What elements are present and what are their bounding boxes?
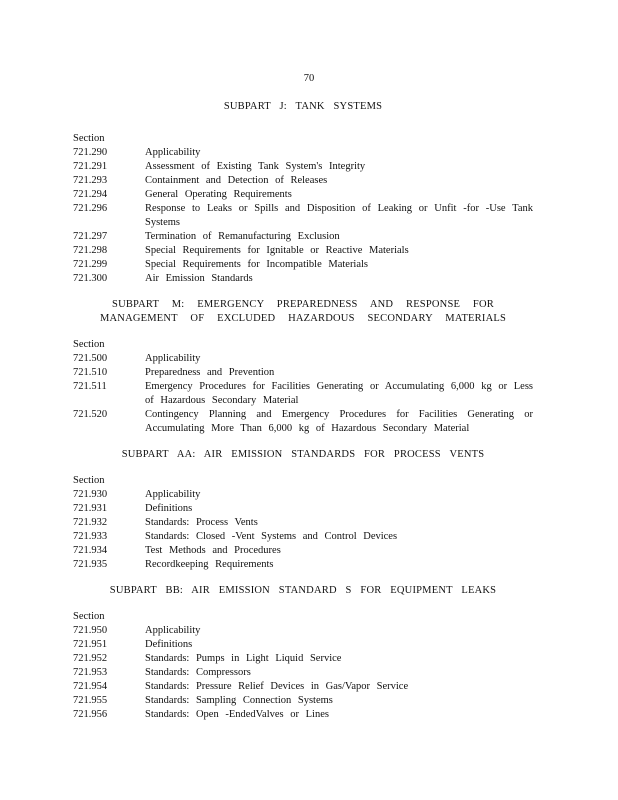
list-item	[73, 244, 533, 258]
section-number: 721.951	[73, 639, 108, 650]
section-number: 721.510	[73, 367, 108, 378]
list-item	[73, 160, 533, 174]
section-number: 721.511	[73, 381, 107, 392]
list-item	[73, 516, 533, 530]
list-item	[73, 652, 533, 666]
section-title: Preparedness and Prevention	[145, 367, 275, 378]
section-title: Standards: Pressure Relief Devices in Gas/Vapor Service	[145, 681, 409, 692]
subpart-bb-title: SUBPART BB: AIR EMISSION STANDARD S FOR EQUIPMENT LEAKS	[109, 585, 497, 596]
section-number: 721.932	[73, 517, 108, 528]
section-title: Response to Leaks or Spills and Disposition of Leaking or Unfit -for -Use Tank Systems	[145, 203, 533, 228]
section-title: Emergency Procedures for Facilities Generating or Accumulating 6,000 kg or Less of Hazardous Secondary Material	[145, 381, 533, 406]
subpart-aa-title: SUBPART AA: AIR EMISSION STANDARDS FOR PROCESS VENTS	[121, 449, 485, 460]
section-title: Test Methods and Procedures	[145, 545, 281, 556]
subpart-m	[73, 298, 533, 436]
list-item	[73, 544, 533, 558]
list-item	[73, 680, 533, 694]
list-item	[73, 488, 533, 502]
section-number: 721.956	[73, 709, 108, 720]
list-item	[73, 666, 533, 680]
section-number: 721.930	[73, 489, 108, 500]
section-number: 721.933	[73, 531, 108, 542]
list-item	[73, 230, 533, 244]
section-number: 721.934	[73, 545, 108, 556]
list-item	[73, 380, 533, 408]
section-number: 721.935	[73, 559, 108, 570]
list-item	[73, 408, 533, 436]
section-number: 721.300	[73, 273, 108, 284]
list-item	[73, 174, 533, 188]
list-item	[73, 202, 533, 230]
section-title: Air Emission Standards	[145, 273, 253, 284]
section-title: Standards: Open -EndedValves or Lines	[145, 709, 329, 720]
section-number: 721.955	[73, 695, 108, 706]
list-item	[73, 530, 533, 544]
section-number: 721.299	[73, 259, 108, 270]
list-item	[73, 694, 533, 708]
section-label: Section	[73, 133, 105, 144]
section-number: 721.931	[73, 503, 108, 514]
list-item	[73, 258, 533, 272]
section-label: Section	[73, 339, 105, 350]
section-label: Section	[73, 611, 105, 622]
section-number: 721.952	[73, 653, 108, 664]
list-item	[73, 558, 533, 572]
section-number: 721.954	[73, 681, 108, 692]
section-title: Standards: Process Vents	[145, 517, 258, 528]
subpart-j-title: SUBPART J: TANK SYSTEMS	[223, 101, 383, 112]
section-title: Special Requirements for Ignitable or Reactive Materials	[145, 245, 409, 256]
subpart-aa	[73, 448, 533, 572]
section-title: General Operating Requirements	[145, 189, 292, 200]
section-title: Containment and Detection of Releases	[145, 175, 328, 186]
section-title: Recordkeeping Requirements	[145, 559, 274, 570]
section-title: Contingency Planning and Emergency Procedures for Facilities Generating or Accumulating More Than 6,000 kg of Hazardous Secondary Material	[145, 409, 533, 434]
section-title: Standards: Pumps in Light Liquid Service	[145, 653, 342, 664]
subpart-j	[73, 100, 533, 286]
section-title: Applicability	[145, 625, 201, 636]
section-title: Applicability	[145, 353, 201, 364]
section-title: Standards: Sampling Connection Systems	[145, 695, 333, 706]
section-title: Applicability	[145, 489, 201, 500]
subpart-bb	[73, 584, 533, 722]
list-item	[73, 708, 533, 722]
section-title: Assessment of Existing Tank System's Integrity	[145, 161, 366, 172]
section-title: Standards: Compressors	[145, 667, 251, 678]
section-number: 721.296	[73, 203, 108, 214]
section-number: 721.500	[73, 353, 108, 364]
subpart-m-title-line2: MANAGEMENT OF EXCLUDED HAZARDOUS SECONDARY MATERIALS	[99, 313, 507, 324]
list-item	[73, 272, 533, 286]
section-number: 721.520	[73, 409, 108, 420]
section-label: Section	[73, 475, 105, 486]
section-number: 721.298	[73, 245, 108, 256]
section-number: 721.293	[73, 175, 108, 186]
list-item	[73, 352, 533, 366]
section-number: 721.290	[73, 147, 108, 158]
section-title: Special Requirements for Incompatible Materials	[145, 259, 369, 270]
section-number: 721.953	[73, 667, 108, 678]
list-item	[73, 624, 533, 638]
section-title: Definitions	[145, 503, 193, 514]
section-title: Applicability	[145, 147, 201, 158]
subpart-m-title-line1: SUBPART M: EMERGENCY PREPAREDNESS AND RESPONSE FOR	[112, 299, 494, 310]
section-number: 721.950	[73, 625, 108, 636]
list-item	[73, 366, 533, 380]
section-title: Termination of Remanufacturing Exclusion	[145, 231, 340, 242]
section-number: 721.297	[73, 231, 108, 242]
section-title: Definitions	[145, 639, 193, 650]
page-number: 70	[303, 73, 315, 84]
section-number: 721.291	[73, 161, 108, 172]
list-item	[73, 188, 533, 202]
section-title: Standards: Closed -Vent Systems and Control Devices	[145, 531, 398, 542]
list-item	[73, 502, 533, 516]
section-number: 721.294	[73, 189, 108, 200]
list-item	[73, 146, 533, 160]
table-of-contents	[73, 100, 533, 734]
list-item	[73, 638, 533, 652]
